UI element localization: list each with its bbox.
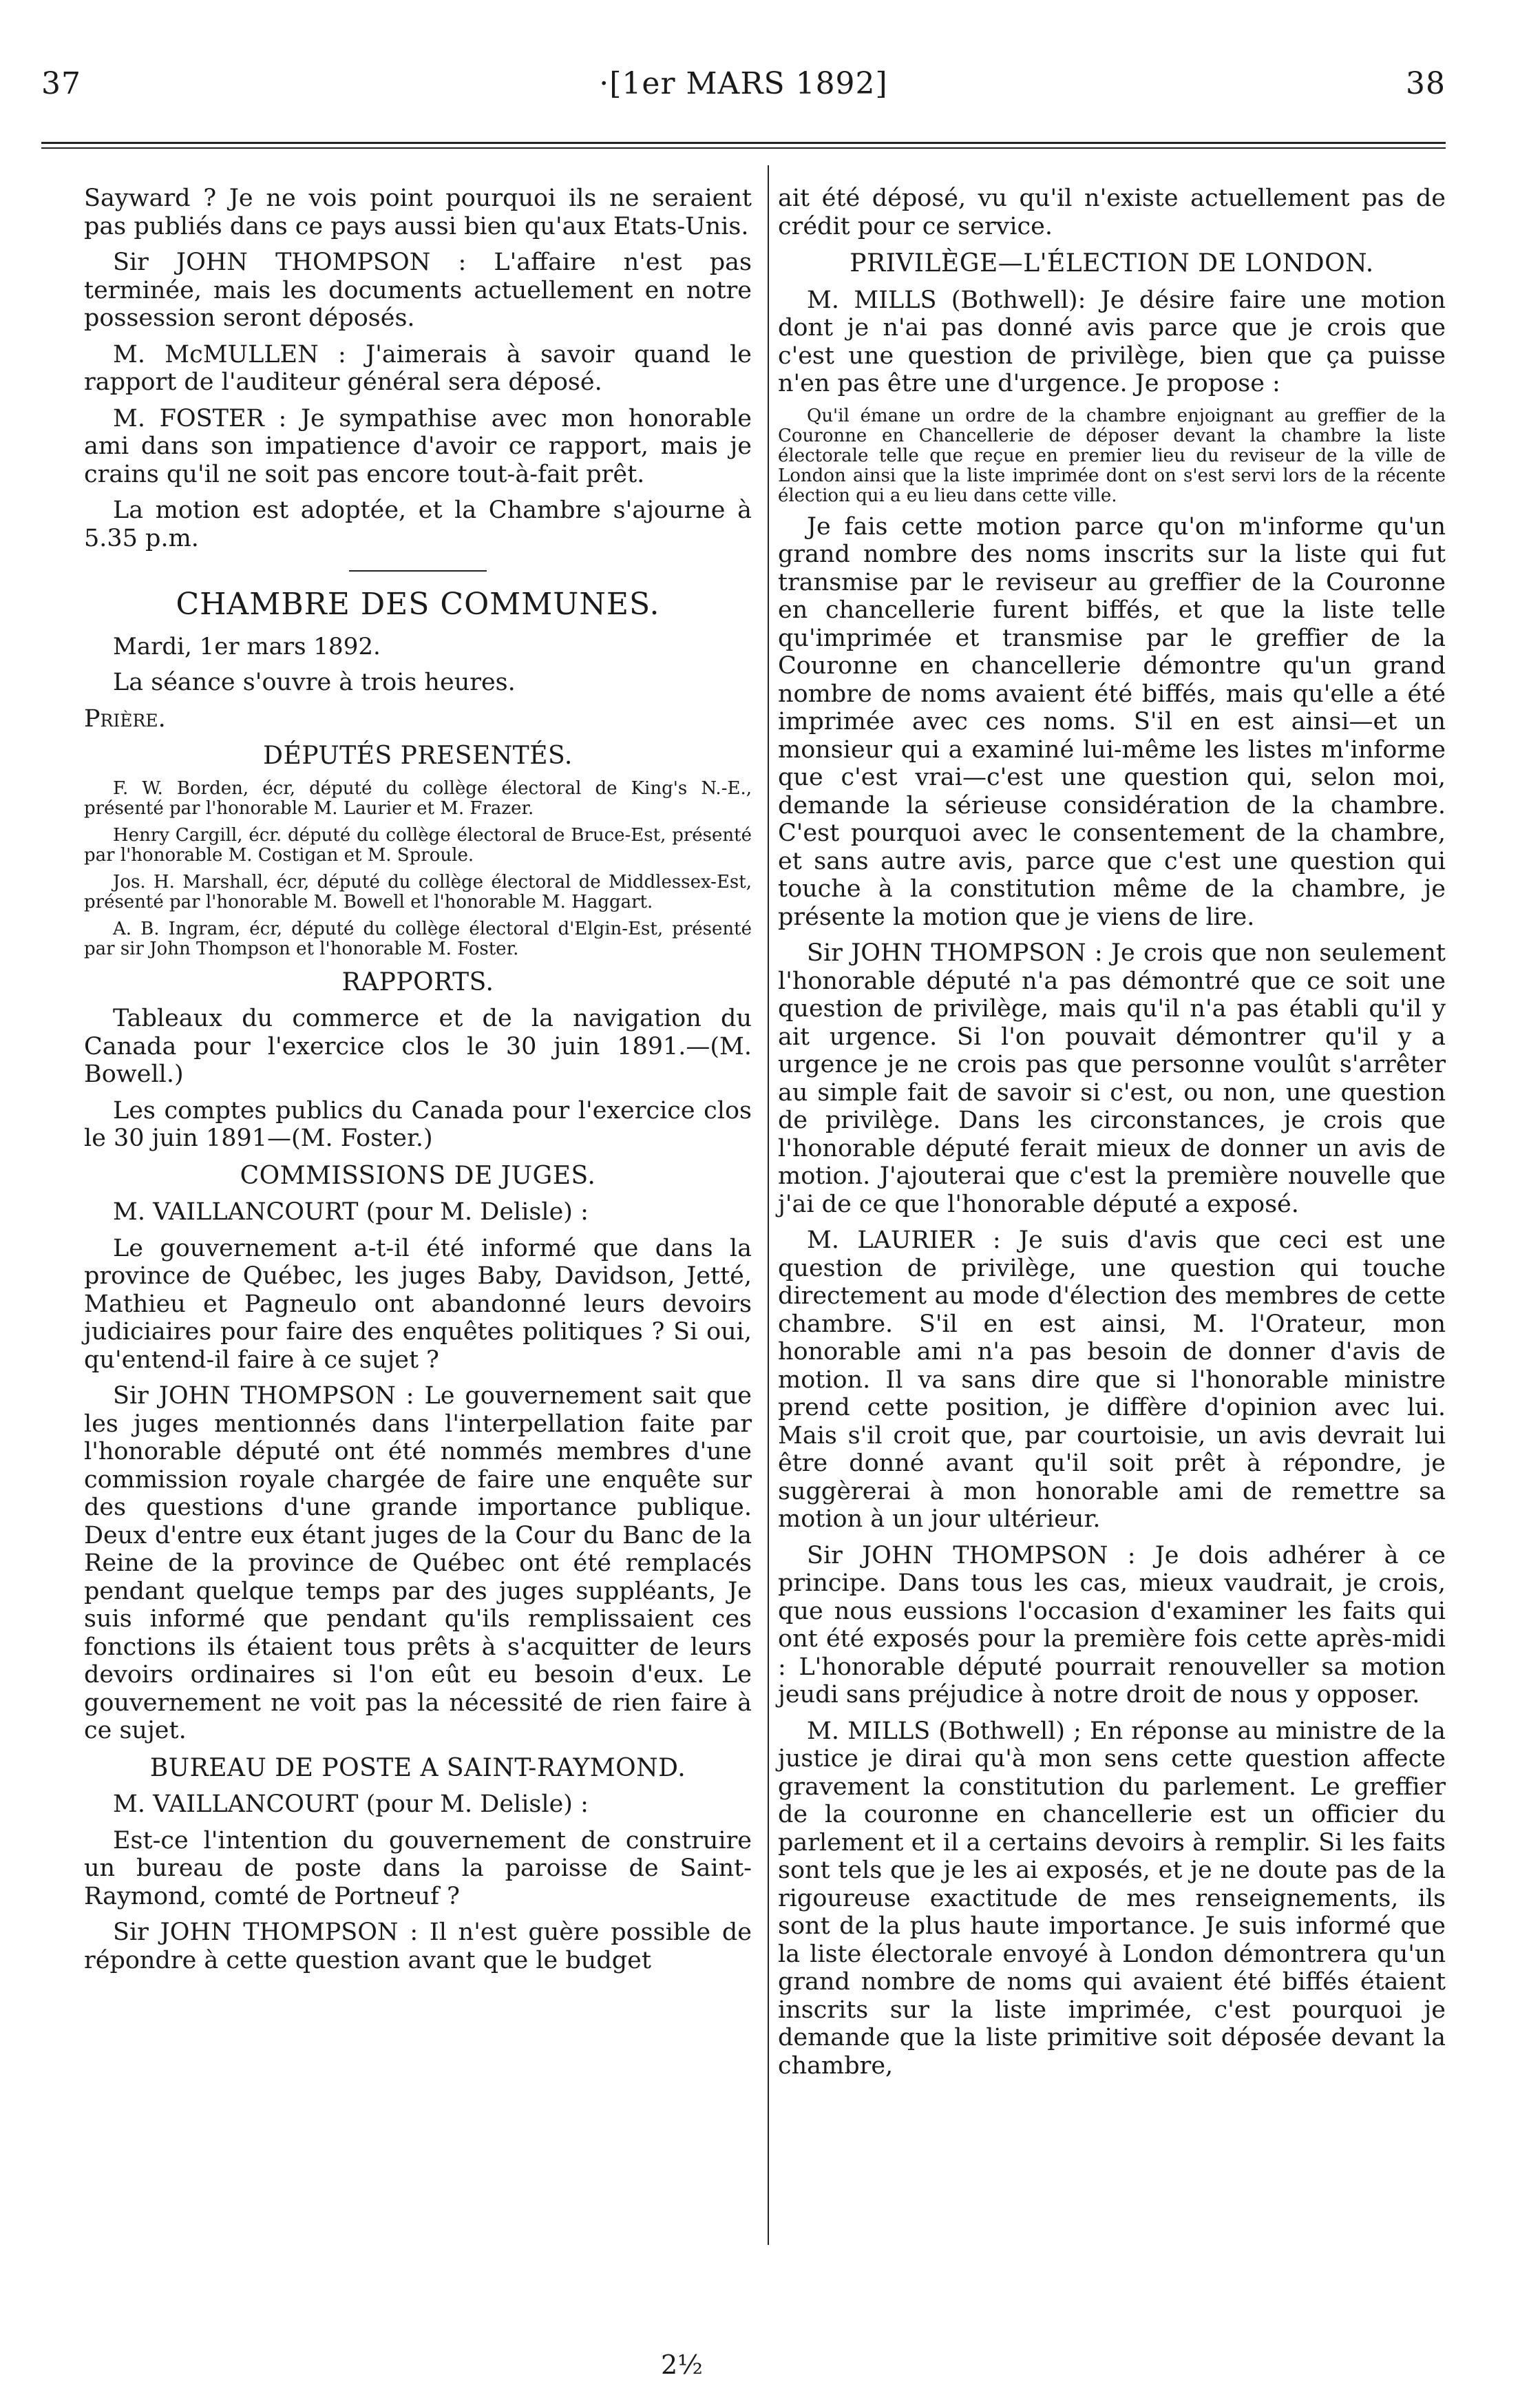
paragraph: ait été déposé, vu qu'il n'existe actuellement pas de crédit pour ce service.	[778, 185, 1446, 240]
page-number-left: 37	[41, 66, 81, 101]
column-divider	[768, 165, 769, 2245]
paragraph: Le gouvernement a-t-il été informé que dans la province de Québec, les juges Baby, Davidson, Jetté, Mathieu et Pagneulo ont abandonné leurs devoirs judiciaires pour faire des enquêtes politiques ? Si oui, qu'entend-il faire à ce sujet ?	[84, 1234, 752, 1374]
sitting-date: Mardi, 1er mars 1892.	[113, 632, 381, 660]
header-rule-bottom	[41, 147, 1446, 149]
paragraph: Sir JOHN THOMPSON : Je dois adhérer à ce principe. Dans tous les cas, mieux vaudrait, je crois, que nous eussions l'occasion d'examiner les faits qui ont été exposés pour la première fois cette après-midi : L'honorable député pourrait renouveller sa motion jeudi sans préjudice à notre droit de nous y opposer.	[778, 1541, 1446, 1708]
paragraph: Est-ce l'intention du gouvernement de construire un bureau de poste dans la paroisse de Saint-Raymond, comté de Portneuf ?	[84, 1826, 752, 1910]
depute-entry: F. W. Borden, écr, député du collège électoral de King's N.-E., présenté par l'honorable M. Laurier et M. Frazer.	[84, 777, 752, 819]
paragraph: M. FOSTER : Je sympathise avec mon honorable ami dans son impatience d'avoir ce rapport, mais je crains qu'il ne soit pas encore tout-à-fait prêt.	[84, 404, 752, 488]
paragraph: Les comptes publics du Canada pour l'exercice clos le 30 juin 1891—(M. Foster.)	[84, 1096, 752, 1152]
section-heading-deputes: DÉPUTÉS PRESENTÉS.	[263, 742, 573, 770]
paragraph: Je fais cette motion parce qu'on m'informe qu'un grand nombre des noms inscrits sur la liste qui fut transmise par le reviseur au greffier de la Couronne en chancellerie furent biffés, et que la liste telle qu'imprimée et transmise par le greffier de la Couronne en chancellerie démontre qu'un grand nombre de noms avaient été biffés, mais qu'elle a été imprimée avec ces noms. S'il en est ainsi—et un monsieur qui a examiné lui-même les listes m'informe que c'est vrai—c'est une question qui, selon moi, demande la sérieuse considération de la chambre. C'est pourquoi avec le consentement de la chambre, et sans autre avis, parce que c'est une question qui touche à la constitution même de la chambre, je présente la motion que je viens de lire.	[778, 512, 1446, 931]
paragraph: Sir JOHN THOMPSON : Le gouvernement sait que les juges mentionnés dans l'interpellation faite par l'honorable député ont été nommés membres d'une commission royale chargée de faire une enquête sur des questions d'une grande importance publique. Deux d'entre eux étant juges de la Cour du Banc de la Reine de la province de Québec ont été remplacés pendant quelque temps par des juges suppléants, Je suis informé que pendant qu'ils remplissaient ces fonctions ils étaient tous prêts à s'acquitter de leurs devoirs ordinaires si l'on eût eu besoin d'eux. Le gouvernement ne voit pas la nécessité de rien faire à ce sujet.	[84, 1382, 752, 1744]
section-heading-bureau: BUREAU DE POSTE A SAINT-RAYMOND.	[149, 1753, 686, 1782]
section-heading-commissions: COMMISSIONS DE JUGES.	[240, 1161, 596, 1190]
header-rule-top	[41, 142, 1446, 144]
depute-entry: Henry Cargill, écr. député du collège électoral de Bruce-Est, présenté par l'honorable M. Costigan et M. Sproule.	[84, 824, 752, 866]
paragraph: La séance s'ouvre à trois heures.	[113, 669, 516, 696]
section-heading-rapports: RAPPORTS.	[341, 968, 494, 996]
paragraph: Tableaux du commerce et de la navigation du Canada pour l'exercice clos le 30 juin 1891.—(M. Bowell.)	[84, 1005, 752, 1088]
section-divider	[349, 570, 487, 572]
paragraph: M. MILLS (Bothwell) ; En réponse au ministre de la justice je dirai qu'à mon sens cette question affecte gravement la constitution du parlement. Le greffier de la couronne en chancellerie est un officier du parlement et il a certains devoirs à remplir. Si les faits sont tels que je les ai exposés, et je ne doute pas de la rigoureuse exactitude de mes renseignements, ils sont de la plus haute importance. Je suis informé que la liste électorale envoyé à London démontrera qu'un grand nombre de noms qui avaient été biffés étaient inscrits sur la liste imprimée, c'est pourquoi je demande que la liste primitive soit déposée devant la chambre,	[778, 1717, 1446, 2080]
header-date: ·[1er MARS 1892]	[599, 66, 888, 101]
paragraph: La motion est adoptée, et la Chambre s'ajourne à 5.35 p.m.	[84, 497, 752, 552]
paragraph: M. MILLS (Bothwell): Je désire faire une motion dont je n'ai pas donné avis parce que je crois que c'est une question de privilège, bien que ça puisse n'en pas être une d'urgence. Je propose :	[778, 286, 1446, 397]
left-column	[84, 185, 752, 1983]
paragraph: Sayward ? Je ne vois point pourquoi ils ne seraient pas publiés dans ce pays aussi bien qu'aux Etats-Unis.	[84, 185, 752, 240]
paragraph: Sir JOHN THOMPSON : Je crois que non seulement l'honorable député n'a pas démontré que ce soit une question de privilège, mais qu'il n'a pas établi qu'il y ait urgence. Si l'on pouvait démontrer qu'il y a urgence je ne crois pas que personne voulût s'arrêter au simple fait de savoir si c'est, ou non, une question de privilège. Dans les circonstances, je crois que l'honorable député ferait mieux de donner un avis de motion. J'ajouterai que c'est la première nouvelle que j'ai de ce que l'honorable député a exposé.	[778, 939, 1446, 1218]
paragraph: Sir JOHN THOMPSON : L'affaire n'est pas terminée, mais les documents actuellement en notre possession seront déposés.	[84, 249, 752, 332]
motion-text: Qu'il émane un ordre de la chambre enjoignant au greffier de la Couronne en Chancellerie de déposer devant la chambre la liste électorale telle que reçue en premier lieu du reviseur de la ville de London ainsi que la liste imprimée dont on s'est servi lors de la récente élection qui a eu lieu dans cette ville.	[778, 405, 1446, 506]
depute-entry: A. B. Ingram, écr, député du collège électoral d'Elgin-Est, présenté par sir John Thompson et l'honorable M. Foster.	[84, 918, 752, 959]
paragraph: M. VAILLANCOURT (pour M. Delisle) :	[113, 1198, 589, 1226]
paragraph: M. McMULLEN : J'aimerais à savoir quand le rapport de l'auditeur général sera déposé.	[84, 340, 752, 396]
page-header	[41, 66, 1446, 107]
paragraph: Sir JOHN THOMPSON : Il n'est guère possible de répondre à cette question avant que le budget	[84, 1919, 752, 1974]
paragraph: M. VAILLANCOURT (pour M. Delisle) :	[113, 1790, 589, 1818]
right-column	[778, 185, 1446, 2088]
paragraph: M. LAURIER : Je suis d'avis que ceci est une question de privilège, une question qui touche directement au mode d'élection des membres de cette chambre. S'il en est ainsi, M. l'Orateur, mon honorable ami n'a pas besoin de donner d'avis de motion. Il va sans dire que si l'honorable ministre prend cette position, je diffère d'opinion avec lui. Mais s'il croit que, par courtoisie, un avis devrait lui être donné avant qu'il soit prêt à répondre, je suggèrerai à mon honorable ami de remettre sa motion à un jour ultérieur.	[778, 1226, 1446, 1533]
signature-mark: 2½	[661, 2350, 704, 2380]
section-heading-privilege: PRIVILÈGE—L'ÉLECTION DE LONDON.	[850, 249, 1374, 278]
priere-label: Prière.	[84, 704, 166, 733]
depute-entry: Jos. H. Marshall, écr, député du collège électoral de Middlessex-Est, présenté par l'honorable M. Bowell et l'honorable M. Haggart.	[84, 871, 752, 912]
page-number-right: 38	[1406, 66, 1446, 101]
chamber-heading: CHAMBRE DES COMMUNES.	[176, 587, 660, 622]
